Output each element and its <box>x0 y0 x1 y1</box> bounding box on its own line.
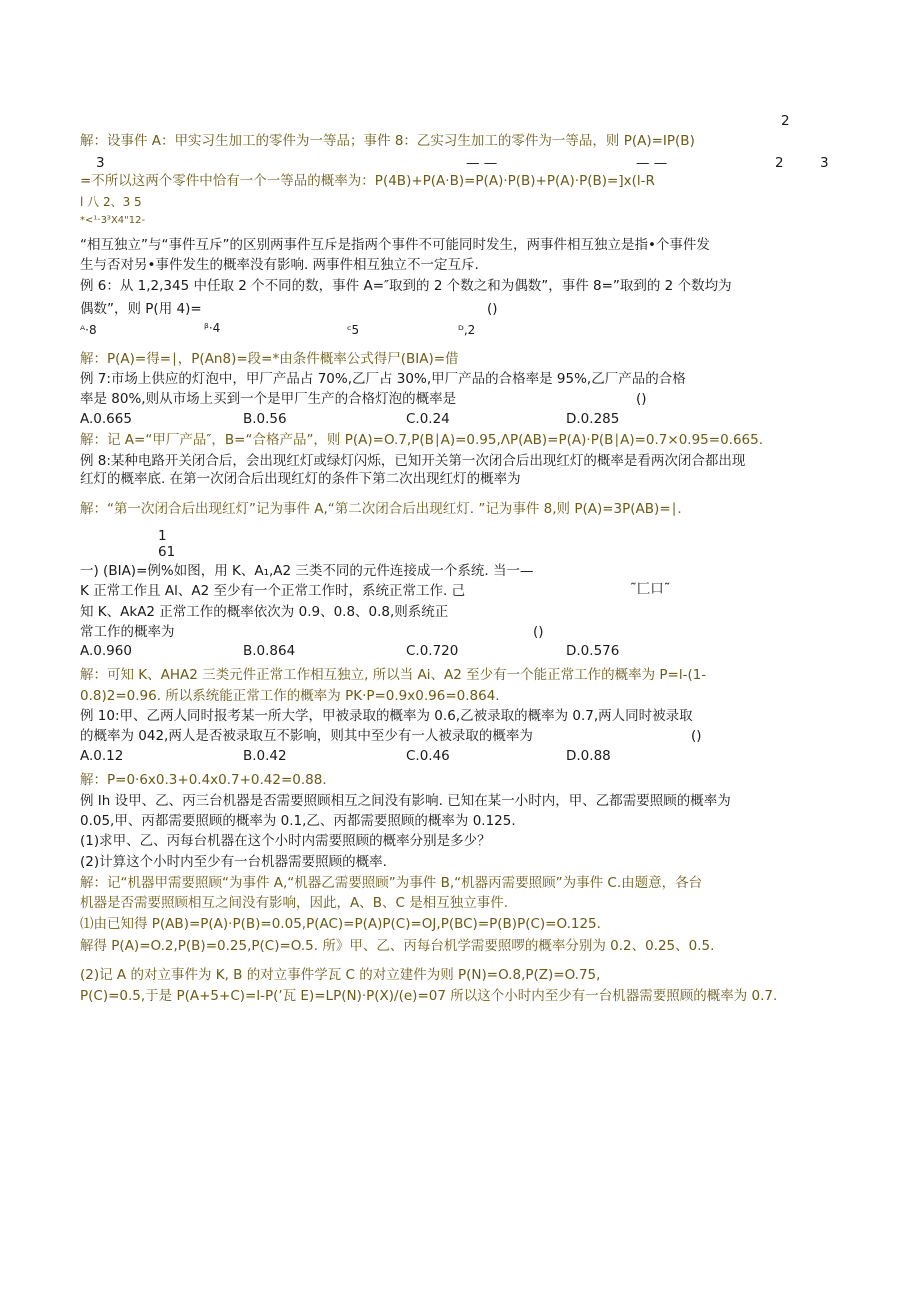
answer-bracket: () <box>487 301 498 317</box>
solution-text: (2)记 A 的对立事件为 K, B 的对立事件学瓦 C 的对立建件为则 P(N)=O.8,P(Z)=O.75, <box>80 967 601 983</box>
fraction-denominator: 61 <box>158 544 176 560</box>
example-question: 例 10:甲、乙两人同时报考某一所大学，甲被录取的概率为 0.6,乙被录取的概率为 0.7,两人同时被录取 <box>80 708 693 724</box>
paragraph-text: 生与否对另•事件发生的概率没有影响. 两事件相互独立不一定互斥. <box>80 257 479 273</box>
solution-text: 解：可知 K、AHA2 三类元件正常工作相互独立, 所以当 Ai、A2 至少有一个能正常工作的概率为 P=l-(1- <box>80 667 707 683</box>
option-a: A.0.665 <box>80 411 132 427</box>
solution-text: 解：记“机器甲需要照顾“为事件 A,“机器乙需要照顾”为事件 B,“机器丙需要照顾”为事件 C.由题意，各台 <box>80 875 703 891</box>
answer-bracket: () <box>691 728 702 744</box>
example-question: 红灯的概率底. 在第一次闭合后出现红灯的条件下第二次出现红灯的概率为 <box>80 471 521 487</box>
option-d: D.0.576 <box>566 643 620 659</box>
circuit-diagram-glyph: ˜匚口˜ <box>630 581 671 597</box>
solution-text: 0.8)2=0.96. 所以系统能正常工作的概率为 PK·P=0.9x0.96=0.864. <box>80 688 500 704</box>
option-a: A.0.12 <box>80 748 124 764</box>
fraction-numerator: 2 <box>781 113 790 129</box>
option-b: B.0.56 <box>243 411 287 427</box>
example-question: 的概率为 042,两人是否被录取互不影响，则其中至少有一人被录取的概率为 <box>80 728 533 744</box>
solution-text: 解：“第一次闭合后出现红灯”记为事件 A,“第二次闭合后出现红灯. ”记为事件 8,则 P(A)=3P(AB)=∣. <box>80 501 682 517</box>
example-question: K 正常工作且 Al、A2 至少有一个正常工作时，系统正常工作. 己 <box>80 583 466 599</box>
example-question: 例 8:某种电路开关闭合后，会出现红灯或绿灯闪烁，已知开关第一次闭合后出现红灯的概率是看两次闭合都出现 <box>80 453 746 469</box>
fraction-denominator: 3 <box>96 155 105 171</box>
option-a: A.0.960 <box>80 643 132 659</box>
fraction-denominator: 3 <box>820 155 829 171</box>
solution-fraction-text: *<¹·3³X4"12- <box>80 215 146 226</box>
example-question: 0.05,甲、丙都需要照顾的概率为 0.1,乙、丙都需要照顾的概率为 0.125. <box>80 813 516 829</box>
example-question: 例 Ih 设甲、乙、丙三台机器是否需要照顾相互之间没有影响. 已知在某一小时内，甲、乙都需要照顾的概率为 <box>80 793 731 809</box>
solution-text: =不所以这两个零件中恰有一个一等品的概率为：P(4B)+P(A·B)=P(A)·P(B)+P(A)·P(B)=]x(l-R <box>80 173 655 189</box>
option-a: ᴬ·8 <box>80 323 97 337</box>
option-c: C.0.720 <box>406 643 459 659</box>
option-c: C.0.24 <box>406 411 450 427</box>
overline-marks: — — <box>466 155 498 171</box>
example-question: (2)计算这个小时内至少有一台机器需要照顾的概率. <box>80 854 387 870</box>
option-c: C.0.46 <box>406 748 450 764</box>
example-question: 例 7:市场上供应的灯泡中，甲厂产品占 70%,乙厂占 30%,甲厂产品的合格率是 95%,乙厂产品的合格 <box>80 371 686 387</box>
solution-text: 解：P=0·6x0.3+0.4x0.7+0.42=0.88. <box>80 772 327 788</box>
overline-marks: — — <box>636 155 668 171</box>
fraction-denominator: 2 <box>775 155 784 171</box>
example-question: 常工作的概率为 <box>80 624 175 640</box>
option-b: ᵝ·4 <box>204 321 221 335</box>
example-question: 率是 80%,则从市场上买到一个是甲厂生产的合格灯泡的概率是 <box>80 391 457 407</box>
answer-bracket: () <box>533 624 544 640</box>
option-d: D.0.88 <box>566 748 611 764</box>
example-question: (1)求甲、乙、丙每台机器在这个小时内需要照顾的概率分别是多少？ <box>80 833 491 849</box>
solution-text: 解得 P(A)=O.2,P(B)=0.25,P(C)=O.5. 所》甲、乙、丙每台机学需要照啰的概率分别为 0.2、0.25、0.5. <box>80 938 715 954</box>
solution-text: 解：设事件 A：甲实习生加工的零件为一等品；事件 8：乙实习生加工的零件为一等品，则 P(A)=IP(B) <box>80 133 695 149</box>
example-question: 知 K、AkA2 正常工作的概率依次为 0.9、0.8、0.8,则系统正 <box>80 604 449 620</box>
example-question: 例 6：从 1,2,345 中任取 2 个不同的数，事件 A=″取到的 2 个数之和为偶数”，事件 8=”取到的 2 个数均为 <box>80 278 732 294</box>
solution-text: 机器是否需要照顾相互之间没有影响，因此，A、B、C 是相互独立事件. <box>80 895 509 911</box>
answer-bracket: () <box>636 391 647 407</box>
solution-fraction-text: l 八 2、3 5 <box>80 195 142 209</box>
option-b: B.0.42 <box>243 748 287 764</box>
solution-text: ⑴由已知得 P(AB)=P(A)·P(B)=0.05,P(AC)=P(A)P(C)=OJ,P(BC)=P(B)P(C)=O.125. <box>80 916 601 932</box>
option-b: B.0.864 <box>243 643 296 659</box>
solution-text: 解：P(A)=得=∣，P(An8)=段=*由条件概率公式得尸(BIA)=借 <box>80 351 459 367</box>
solution-text: P(C)=0.5,于是 P(A+5+C)=l-P(’瓦 E)=LP(N)·P(X)/(e)=07 所以这个小时内至少有一台机器需要照顾的概率为 0.7. <box>80 988 778 1004</box>
fraction-numerator: 1 <box>158 528 167 544</box>
option-d: D.0.285 <box>566 411 620 427</box>
example-question: 一) (BIA)=例%如图，用 K、A₁,A2 三类不同的元件连接成一个系统. 当一— <box>80 563 534 579</box>
option-c: ᶜ5 <box>347 323 360 337</box>
example-question: 偶数”，则 P(用 4)= <box>80 301 202 317</box>
paragraph-text: “相互独立”与“事件互斥”的区别两事件互斥是指两个事件不可能同时发生，两事件相互独立是指•个事件发 <box>80 237 710 253</box>
option-d: ᴰ,2 <box>458 323 476 337</box>
solution-text: 解：记 A=“甲厂产品″，B=“合格产品”，则 P(A)=O.7,P(B∣A)=0.95,ΛP(AB)=P(A)·P(B∣A)=0.7×0.95=0.665. <box>80 432 764 448</box>
